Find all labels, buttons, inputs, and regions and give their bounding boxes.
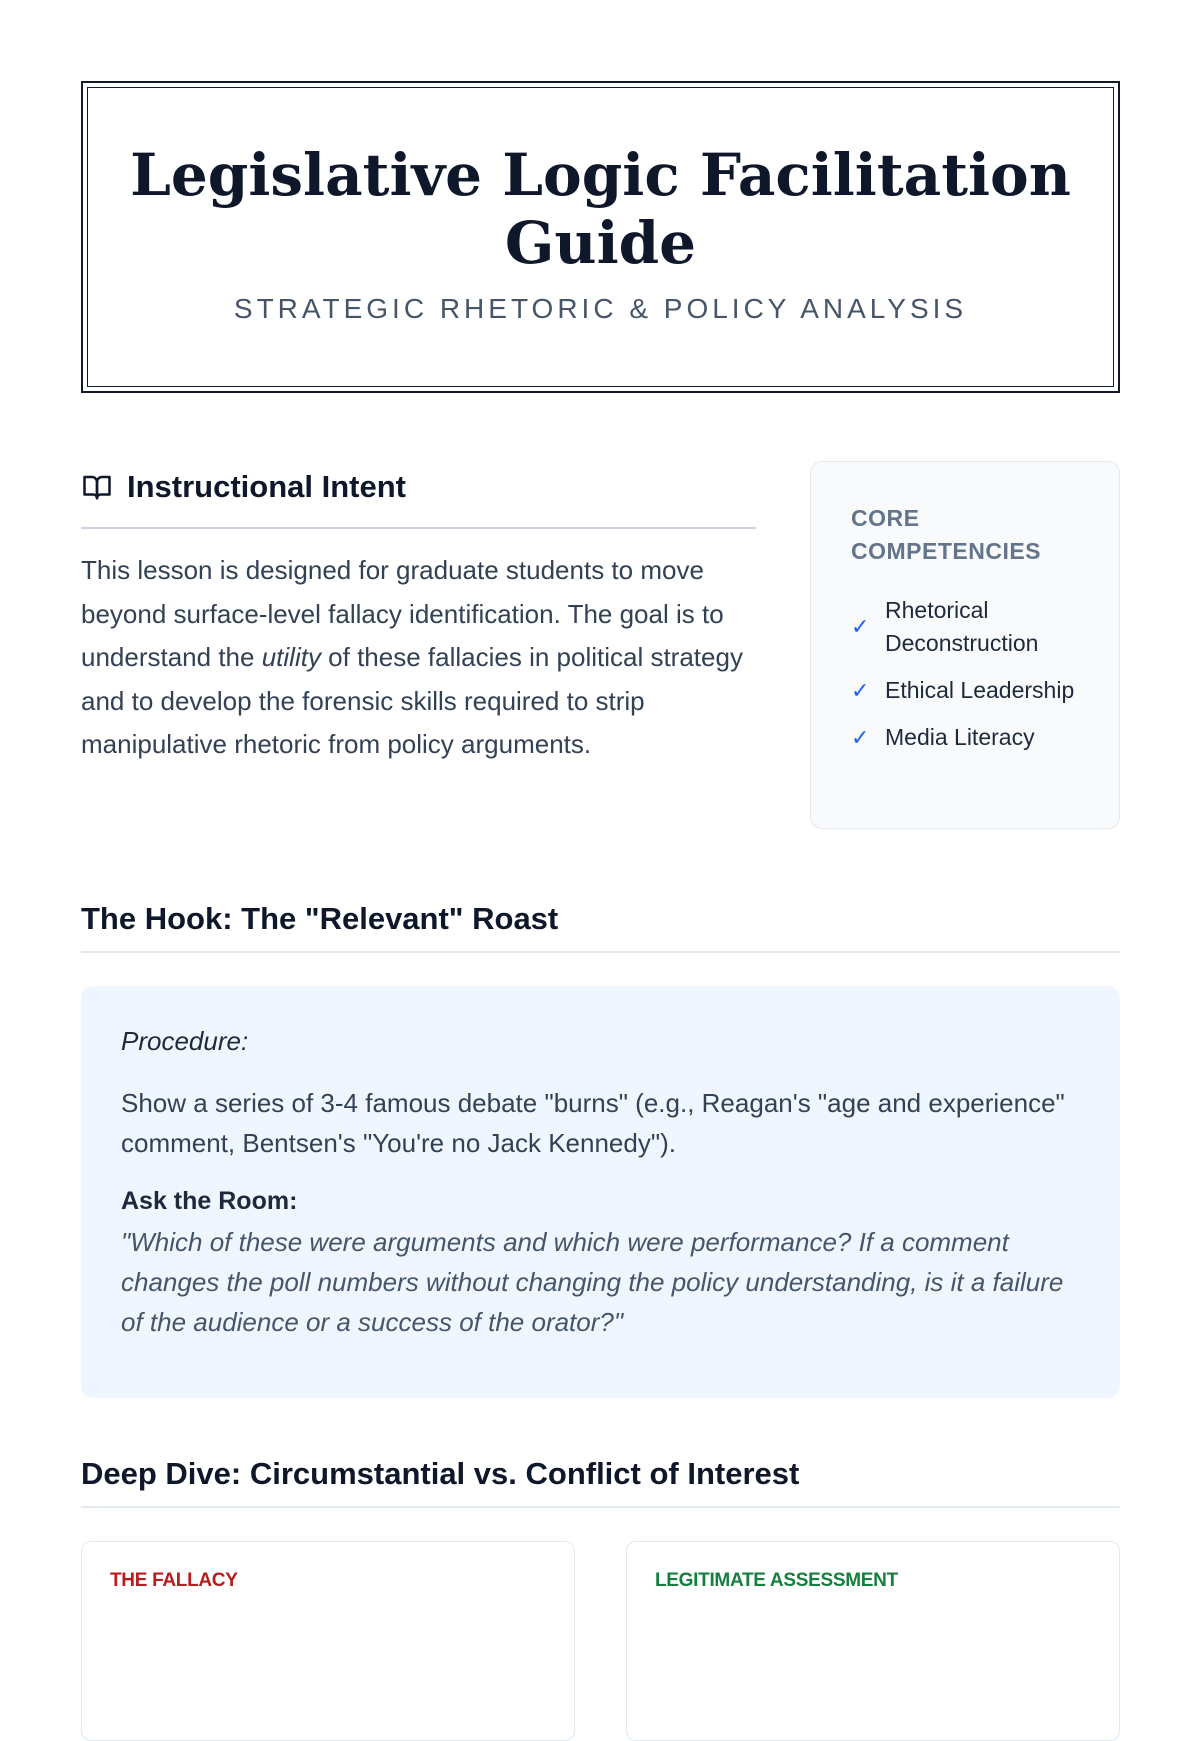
deep-dive-heading-row	[81, 1456, 1120, 1508]
document-title: Legislative Logic Facilitation Guide	[130, 141, 1071, 277]
competency-label: Ethical Leadership	[885, 677, 1075, 703]
intent-text-after: of these fallacies in political strategy and to develop the forensic skills required to strip manipulative rhetoric from policy arguments.	[81, 642, 743, 759]
competency-label: Media Literacy	[885, 724, 1035, 750]
competency-label: Rhetorical Deconstruction	[885, 597, 1039, 656]
check-icon: ✓	[851, 614, 870, 639]
competency-item	[851, 721, 1079, 754]
instructional-intent-section	[81, 461, 756, 793]
competencies-list	[851, 594, 1079, 754]
ask-room-label: Ask the Room:	[121, 1187, 298, 1215]
legitimate-assessment-card	[626, 1541, 1120, 1741]
competency-item	[851, 674, 1079, 707]
fallacy-tag: THE FALLACY	[110, 1570, 238, 1591]
intent-heading-row	[81, 461, 756, 529]
hook-heading-row	[81, 901, 1120, 953]
intent-emphasis: utility	[261, 642, 321, 672]
legitimate-tag: LEGITIMATE ASSESSMENT	[655, 1570, 898, 1591]
intent-text-before: This lesson is designed for graduate students to move beyond surface-level fallacy identification. The goal is to understand the	[81, 555, 724, 672]
fallacy-card	[81, 1541, 575, 1741]
check-icon: ✓	[851, 724, 870, 750]
competency-item	[851, 594, 1079, 660]
procedure-text: Show a series of 3-4 famous debate "burns" (e.g., Reagan's "age and experience" comment, Bentsen's "You're no Jack Kennedy").	[121, 1088, 1065, 1158]
core-competencies-card	[810, 461, 1120, 829]
intent-paragraph	[81, 549, 756, 767]
deep-dive-heading: Deep Dive: Circumstantial vs. Conflict of Interest	[81, 1456, 800, 1491]
procedure-label: Procedure:	[121, 1026, 249, 1056]
ask-room-quote: "Which of these were arguments and which were performance? If a comment changes the poll numbers without changing the policy understanding, is it a failure of the audience or a success of the orator?"	[121, 1227, 1064, 1337]
hook-heading: The Hook: The "Relevant" Roast	[81, 901, 559, 936]
document-subtitle: STRATEGIC RHETORIC & POLICY ANALYSIS	[233, 293, 968, 324]
hook-callout	[81, 986, 1120, 1398]
check-icon: ✓	[851, 677, 870, 703]
competencies-title: CORE COMPETENCIES	[851, 505, 1042, 564]
book-open-icon	[81, 472, 113, 502]
title-box	[81, 81, 1120, 393]
intent-heading: Instructional Intent	[127, 469, 406, 504]
